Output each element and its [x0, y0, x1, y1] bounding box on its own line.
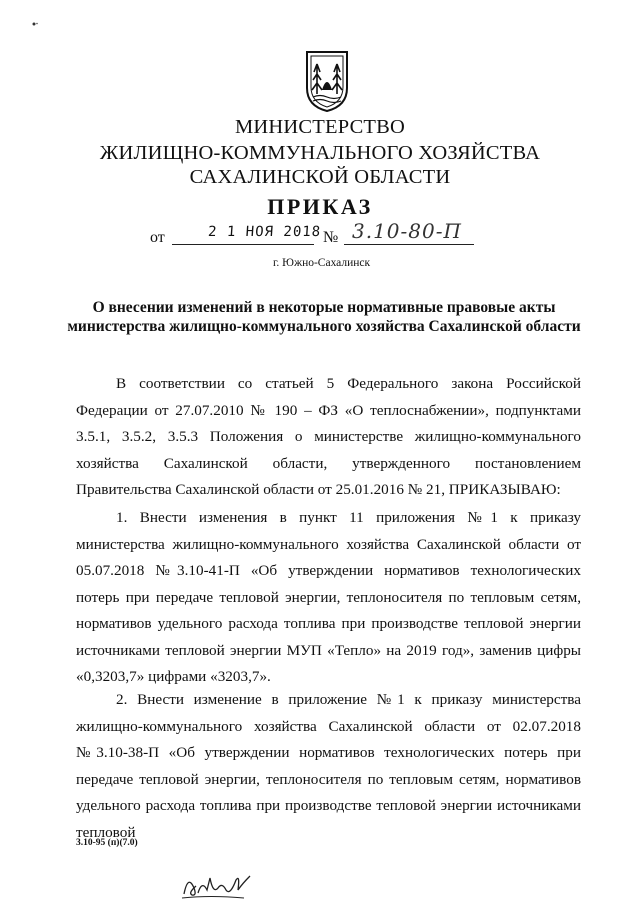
coat-of-arms-emblem	[304, 50, 350, 112]
date-stamp: 2 1 НОЯ 2018	[207, 224, 322, 240]
ministry-title-line-3: САХАЛИНСКОЙ ОБЛАСТИ	[189, 166, 451, 188]
handwritten-document-number: 3.10-80-П	[352, 219, 462, 243]
date-label: от	[150, 229, 165, 246]
clause-1-paragraph: 1. Внести изменения в пункт 11 приложения №1 к приказу министерства жилищно-коммунального хозяйства Сахалинской области от 05.07.2018 №3.10-41-П «Об утверждении нормативов технологических потерь при передаче тепловой энергии, теплоносителя по тепловым сетям, нормативов удельного расхода топлива при производстве тепловой энергии источниками тепловой энергии МУП «Тепло» на 2019 год», заменив цифры «0,3203,7» цифрами «3203,7».	[76, 509, 581, 685]
date-underline	[172, 244, 314, 245]
handwritten-signature	[180, 868, 260, 902]
document-subject: О внесении изменений в некоторые нормативные правовые акты министерства жилищно-коммунального хозяйства Сахалинской области	[67, 299, 581, 335]
preamble-paragraph: В соответствии со статьей 5 Федерального закона Российской Федерации от 27.07.2010 № 190 – ФЗ «О теплоснабжении», подпунктами 3.5.1, 3.5.2, 3.5.3 Положения о министерстве жилищно-коммунального хозяйства Сахалинской области, утвержденного постановлением Правительства Сахалинской области от 25.01.2016 № 21, ПРИКАЗЫВАЮ:	[76, 375, 581, 498]
number-underline	[344, 244, 474, 245]
ministry-title-line-1: МИНИСТЕРСТВО	[234, 116, 406, 138]
form-code: 3.10-95 (п)(7.0)	[76, 838, 138, 848]
ministry-title-line-2: ЖИЛИЩНО-КОММУНАЛЬНОГО ХОЗЯЙСТВА	[99, 142, 541, 164]
issue-city: г. Южно-Сахалинск	[273, 257, 371, 269]
number-label: №	[323, 229, 339, 246]
document-type-title: ПРИКАЗ	[267, 194, 373, 219]
scan-speck	[32, 22, 38, 26]
clause-2-paragraph: 2. Внести изменение в приложение №1 к приказу министерства жилищно-коммунального хозяйства Сахалинской области от 02.07.2018 №3.10-38-П «Об утверждении нормативов технологических потерь при передаче тепловой энергии, теплоносителя по тепловым сетям, нормативов удельного расхода топлива при производстве тепловой энергии источниками тепловой	[76, 691, 581, 841]
